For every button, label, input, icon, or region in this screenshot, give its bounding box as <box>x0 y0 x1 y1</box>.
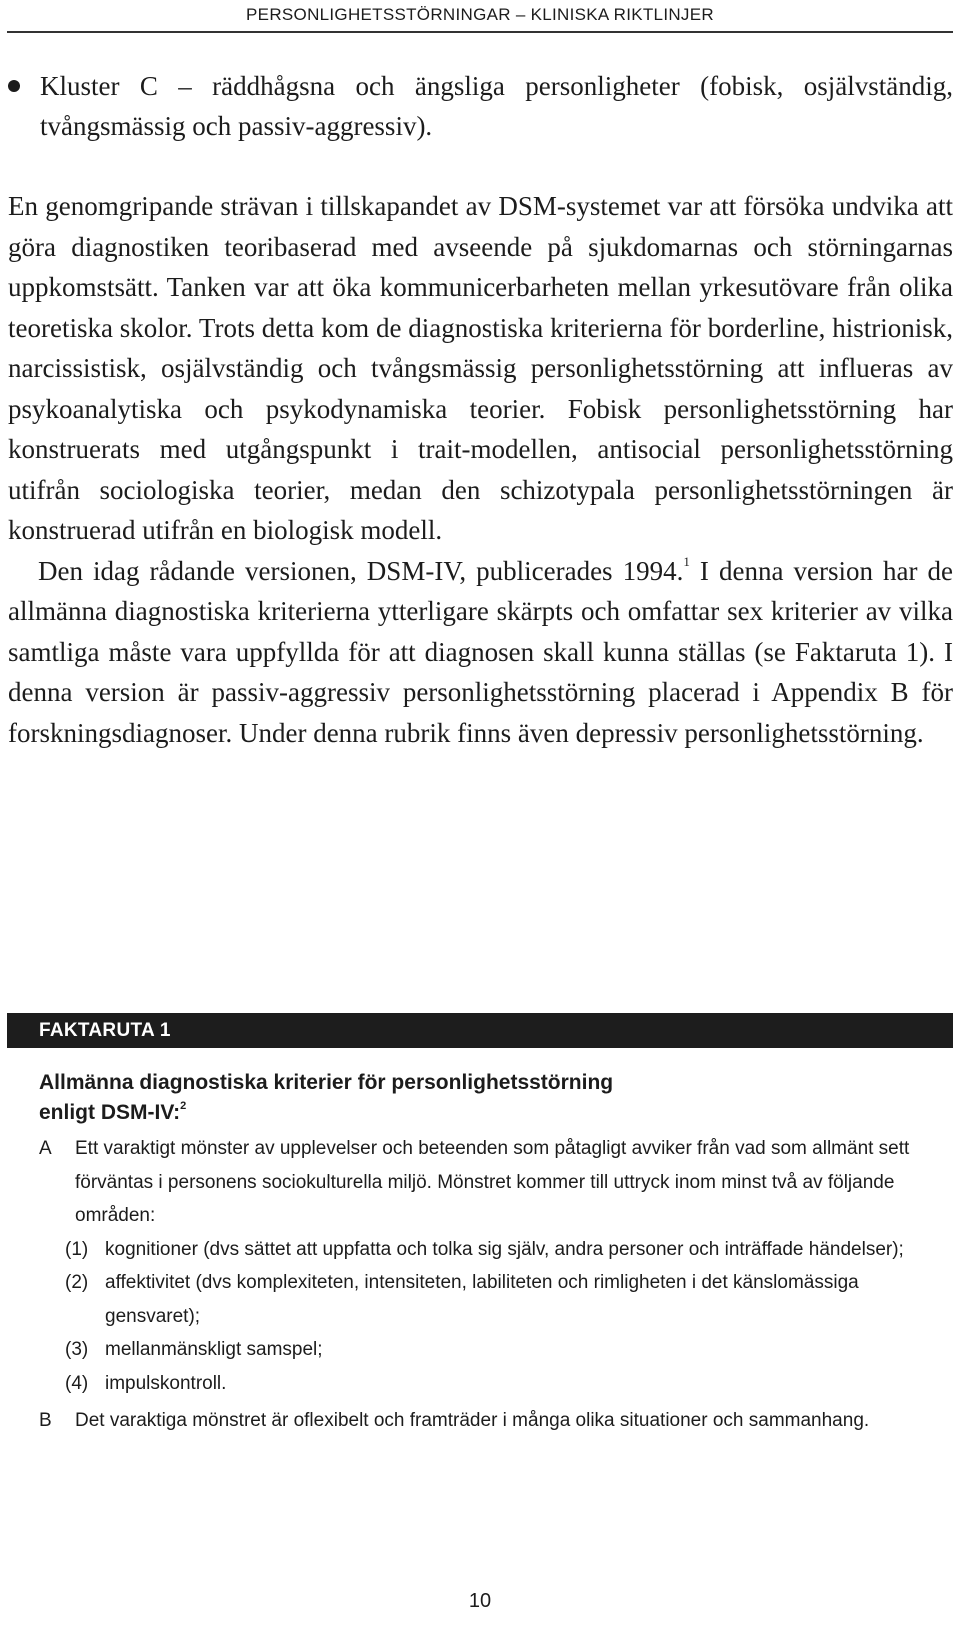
item-text: kognitioner (dvs sättet att uppfatta och tolka sig själv, andra personer och inträffade händelser); <box>105 1238 904 1260</box>
faktaruta-heading-line1: Allmänna diagnostiska kriterier för personlighetsstörning <box>39 1071 614 1094</box>
item-number: (4) <box>65 1372 89 1394</box>
item-number: (2) <box>65 1272 89 1293</box>
bullet-item <box>8 66 953 146</box>
item-number: (1) <box>65 1238 89 1260</box>
paragraph-2 <box>8 551 953 754</box>
criterion-text: Ett varaktigt mönster av upplevelser och beteenden som påtagligt avviker från vad som allmänt sett förväntas i personens sociokulturella miljö. Mönstret kommer till uttryck inom minst två av följande områden: <box>75 1138 910 1226</box>
item-text: affektivitet (dvs komplexiteten, intensiteten, labiliteten och rimligheten i det känslomässiga gensvaret); <box>105 1272 859 1327</box>
item-text: mellanmänskligt samspel; <box>105 1339 323 1360</box>
body-text <box>8 186 953 753</box>
footnote-ref-2: 2 <box>180 1100 187 1112</box>
criterion-a-item-4 <box>65 1367 953 1401</box>
criterion-b <box>39 1404 953 1438</box>
criterion-letter: B <box>39 1410 52 1431</box>
header-divider <box>7 31 953 33</box>
criteria-list <box>7 1132 953 1438</box>
criterion-a-item-2 <box>65 1266 953 1333</box>
faktaruta-heading-line2: enligt DSM-IV: <box>39 1101 181 1124</box>
paragraph-2-end: I denna version har de allmänna diagnostiska kriterierna ytterligare skärpts och omfattar sex kriterier av vilka samtliga måste vara uppfyllda för att diagnosen skall kunna ställas (se Faktaruta 1). I denna version är passiv-aggressiv personlighetsstörning placerad i Appendix B för forskningsdiagnoser. Under denna rubrik finns även depressiv personlighetsstörning. <box>8 555 954 748</box>
faktaruta-box <box>7 1013 953 1438</box>
bullet-text: Kluster C – räddhågsna och ängsliga personligheter (fobisk, osjälvständig, tvångsmässig och passiv-aggressiv). <box>40 71 953 141</box>
bullet-icon <box>8 80 20 92</box>
paragraph-2-start: Den idag rådande versionen, DSM-IV, publicerades 1994. <box>38 555 684 586</box>
item-text: impulskontroll. <box>105 1372 227 1394</box>
criterion-letter: A <box>39 1138 52 1159</box>
page-number: 10 <box>468 1590 492 1612</box>
paragraph-1: En genomgripande strävan i tillskapandet av DSM-systemet var att försöka undvika att göra diagnostiken teoribaserad med avseende på sjukdomarnas och störningarnas uppkomstsätt. Tanken var att öka kommunicerbarheten mellan yrkesutövare från olika teoretiska skolor. Trots detta kom de diagnostiska kriterierna för borderline, histrionisk, narcissistisk, osjälvständig och tvångsmässig personlighetsstörning att influeras av psykoanalytiska och psykodynamiska teorier. Fobisk personlighetsstörning har konstruerats med utgångspunkt i trait-modellen, antisocial personlighetsstörning utifrån sociologiska teorier, medan den schizotypala personlighetsstörningen är konstruerad utifrån en biologisk modell. <box>8 191 953 545</box>
running-header: PERSONLIGHETSSTÖRNINGAR – KLINISKA RIKTLINJER <box>246 5 714 24</box>
faktaruta-heading <box>39 1068 953 1128</box>
footnote-ref-1: 1 <box>683 553 690 569</box>
criterion-a-item-3 <box>65 1333 953 1367</box>
faktaruta-label: FAKTARUTA 1 <box>7 1013 953 1048</box>
criterion-text: Det varaktiga mönstret är oflexibelt och framträder i många olika situationer och sammanhang. <box>75 1410 870 1431</box>
criterion-a <box>39 1132 953 1233</box>
item-number: (3) <box>65 1339 89 1360</box>
criterion-a-item-1 <box>65 1233 953 1267</box>
